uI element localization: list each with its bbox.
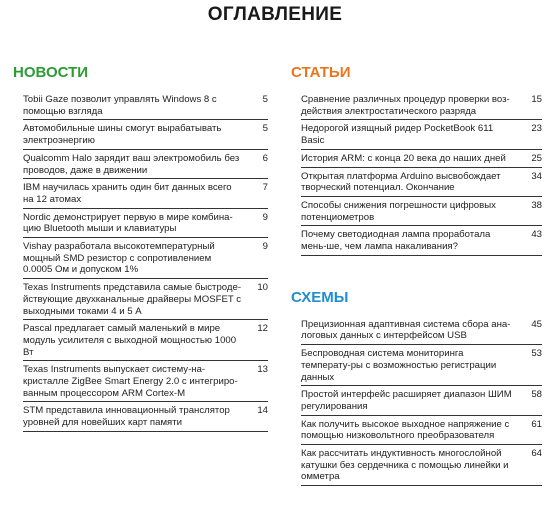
toc-entry[interactable]: [301, 226, 542, 255]
articles-heading: СТАТЬИ: [291, 64, 351, 81]
toc-entry-title: Недорогой изящный ридер PocketBook 611 Basic: [301, 123, 494, 147]
toc-entry-title: Открытая платформа Arduino высвобождает творческий потенциал. Окончание: [301, 170, 501, 194]
toc-entry-title: Pascal предлагает самый маленький в мире модуль усилителя с выходной мощностью 1000 Вт: [23, 323, 237, 358]
toc-entry-title: Сравнение различных процедур проверки воз-действия электростатического разряда: [301, 94, 510, 117]
toc-entry-page: 5: [262, 94, 268, 105]
toc-entry-title: Простой интерфейс расширяет диапазон ШИМ регулирования: [301, 389, 512, 412]
schemes-heading: СХЕМЫ: [291, 288, 349, 306]
toc-entry-title: Vishay разработала высокотемпературный мощный SMD резистор с сопротивлением 0.0005 Ом и допуском 1%: [23, 241, 215, 276]
toc-entry-page: 53: [531, 348, 542, 360]
toc-entry-title: Способы снижения погрешности цифровых потенциометров: [301, 199, 496, 223]
toc-entry-page: 43: [531, 229, 542, 241]
news-list: [13, 91, 268, 432]
toc-entry-title: Автомобильные шины смогут вырабатывать электроэнергию: [23, 123, 222, 147]
toc-entry[interactable]: [23, 279, 268, 320]
toc-entry-page: 25: [531, 152, 542, 164]
toc-entry[interactable]: [301, 197, 542, 226]
toc-entry-page: 13: [257, 364, 268, 376]
toc-entry-title: Texas Instruments выпускает систему-на-кристалле ZigBee Smart Energy 2.0 с интегриро-ванным процессором ARM Cortex-M: [23, 364, 238, 399]
toc-entry[interactable]: [301, 345, 542, 386]
toc-entry-title: STM представила инновационный транслятор уровней для новейших карт памяти: [23, 405, 230, 429]
toc-entry-title: История ARM: с конца 20 века до наших дней: [301, 152, 506, 164]
toc-entry-page: 34: [531, 170, 542, 182]
toc-entry-page: 14: [257, 405, 268, 417]
toc-entry-page: 5: [262, 123, 268, 135]
section-gap: [291, 256, 542, 288]
toc-entry[interactable]: [23, 320, 268, 361]
toc-entry-page: 61: [531, 418, 542, 430]
toc-entry-page: 12: [257, 323, 268, 335]
toc-entry-title: Texas Instruments представила самые быстроде-йствующие двухканальные драйверы MOSFET с выходными токами 4 и 5 А: [23, 282, 242, 317]
left-column: [13, 63, 268, 432]
toc-entry[interactable]: [301, 316, 542, 345]
toc-entry-page: 9: [262, 241, 268, 253]
toc-entry-title: Как рассчитать индуктивность многослойной катушки без сердечника с помощью линейки и омметра: [301, 448, 509, 483]
toc-entry-title: Как получить высокое выходное напряжение с помощью низковольтного преобразователя: [301, 418, 510, 442]
toc-entry-page: 6: [262, 152, 268, 164]
toc-entry-title: Tobii Gaze позволит управлять Windows 8 с помощью взгляда: [23, 94, 217, 117]
toc-entry[interactable]: [23, 179, 268, 208]
toc-entry[interactable]: [23, 402, 268, 431]
page-title: ОГЛАВЛЕНИЕ: [207, 4, 343, 25]
toc-entry[interactable]: [23, 209, 268, 238]
toc-entry-title: IBM научилась хранить один бит данных всего на 12 атомах: [23, 182, 232, 205]
toc-entry-page: 9: [262, 211, 268, 223]
toc-entry-page: 38: [531, 199, 542, 211]
toc-entry[interactable]: [301, 168, 542, 197]
toc-entry[interactable]: [23, 238, 268, 279]
toc-entry[interactable]: [301, 386, 542, 415]
toc-entry[interactable]: [301, 120, 542, 149]
toc-entry[interactable]: [23, 361, 268, 402]
right-column: [291, 63, 542, 486]
articles-list: [291, 91, 542, 256]
toc-entry-title: Почему светодиодная лампа проработала мень-ше, чем лампа накаливания?: [301, 229, 491, 253]
schemes-list: [291, 316, 542, 486]
toc-entry-title: Беспроводная система мониторинга температу-ры с возможностью регистрации данных: [301, 348, 497, 383]
news-heading: НОВОСТИ: [13, 64, 89, 81]
toc-entry-title: Прецизионная адаптивная система сбора ана-логовых данных с интерфейсом USB: [301, 318, 511, 342]
toc-entry-page: 7: [262, 182, 268, 194]
toc-entry-page: 64: [531, 448, 542, 460]
toc-entry[interactable]: [23, 91, 268, 120]
toc-entry[interactable]: [301, 91, 542, 120]
toc-entry[interactable]: [23, 150, 268, 179]
toc-entry-page: 15: [531, 94, 542, 105]
toc-entry-page: 45: [531, 318, 542, 330]
toc-entry-title: Nordic демонстрирует первую в мире комбина-цию Bluetooth мыши и клавиатуры: [23, 211, 233, 235]
toc-entry-page: 10: [257, 282, 268, 294]
toc-entry[interactable]: [301, 150, 542, 168]
toc-entry-title: Qualcomm Halo зарядит ваш электромобиль без проводов, даже в движении: [23, 152, 240, 176]
toc-entry[interactable]: [301, 416, 542, 445]
toc-entry-page: 23: [531, 123, 542, 135]
toc-entry[interactable]: [23, 120, 268, 149]
toc-entry[interactable]: [301, 445, 542, 486]
toc-entry-page: 58: [531, 389, 542, 401]
